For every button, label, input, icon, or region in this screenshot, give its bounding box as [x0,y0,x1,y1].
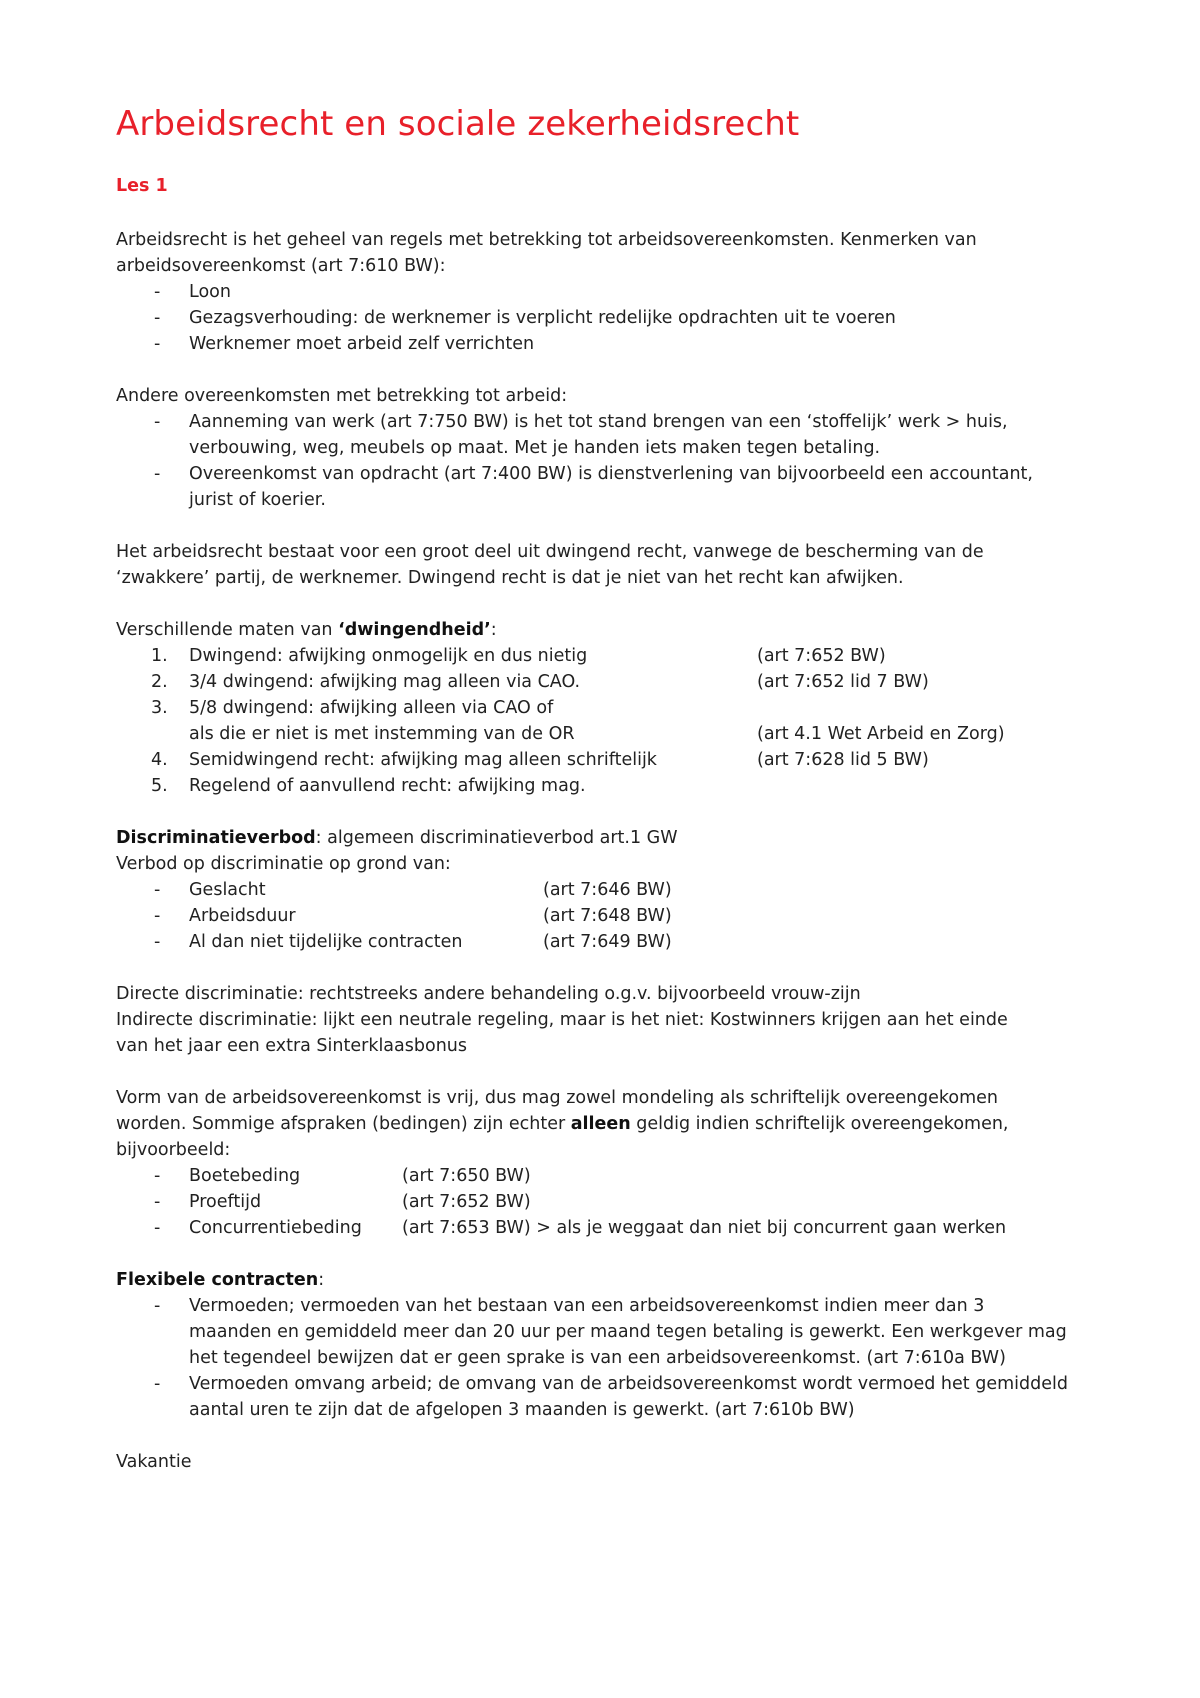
paragraph-line [116,618,497,642]
text-run: worden. Sommige afspraken (bedingen) zijn echter [116,1114,571,1134]
text-run: : algemeen discriminatieverbod art.1 GW [315,828,678,848]
bold-term: alleen [570,1114,631,1134]
article-reference: (art 7:650 BW) [402,1166,531,1186]
list-item: 5/8 dwingend: afwijking alleen via CAO of [189,698,554,718]
paragraph-line: ‘zwakkere’ partij, de werknemer. Dwingend recht is dat je niet van het recht kan afwijken. [116,568,904,588]
paragraph-line: Het arbeidsrecht bestaat voor een groot deel uit dwingend recht, vanwege de bescherming van de [116,542,984,562]
list-item: Vermoeden; vermoeden van het bestaan van een arbeidsovereenkomst indien meer dan 3 [189,1296,985,1316]
bold-term: Discriminatieverbod [116,828,316,848]
list-item-continuation: verbouwing, weg, meubels op maat. Met je handen iets maken tegen betaling. [189,438,881,458]
list-item-continuation: aantal uren te zijn dat de afgelopen 3 maanden is gewerkt. (art 7:610b BW) [189,1400,855,1420]
paragraph-line: Indirecte discriminatie: lijkt een neutrale regeling, maar is het niet: Kostwinners krijgen aan het einde [116,1010,1008,1030]
bullet-dash: - [154,932,161,952]
list-item: Vermoeden omvang arbeid; de omvang van de arbeidsovereenkomst wordt vermoed het gemiddeld [189,1374,1068,1394]
list-item: Boetebeding [189,1166,301,1186]
bullet-dash: - [154,1218,161,1238]
paragraph-line: van het jaar een extra Sinterklaasbonus [116,1036,467,1056]
bullet-dash: - [154,1166,161,1186]
text-run: : [318,1270,325,1290]
article-reference: (art 7:653 BW) > als je weggaat dan niet bij concurrent gaan werken [402,1218,1007,1238]
list-item: Overeenkomst van opdracht (art 7:400 BW) is dienstverlening van bijvoorbeeld een accountant, [189,464,1033,484]
bold-term: Flexibele contracten [116,1270,319,1290]
text-run: geldig indien schriftelijk overeengekomen, [630,1114,1009,1134]
list-item: Regelend of aanvullend recht: afwijking mag. [189,776,586,796]
bullet-dash: - [154,1296,161,1316]
bullet-dash: - [154,282,161,302]
list-item-continuation: als die er niet is met instemming van de OR [189,724,575,744]
paragraph-line: Arbeidsrecht is het geheel van regels met betrekking tot arbeidsovereenkomsten. Kenmerken van [116,230,977,250]
paragraph-line: Verbod op discriminatie op grond van: [116,854,451,874]
list-item: Proeftijd [189,1192,262,1212]
article-reference: (art 7:652 lid 7 BW) [757,672,929,692]
list-item: Loon [189,282,231,302]
list-item-continuation: maanden en gemiddeld meer dan 20 uur per maand tegen betaling is gewerkt. Een werkgever mag [189,1322,1067,1342]
paragraph-line: arbeidsovereenkomst (art 7:610 BW): [116,256,446,276]
list-number: 2. [151,672,168,692]
article-reference: (art 7:648 BW) [543,906,672,926]
list-item: Arbeidsduur [189,906,296,926]
list-number: 5. [151,776,168,796]
article-reference: (art 7:652 BW) [757,646,886,666]
list-number: 4. [151,750,168,770]
paragraph-line: Vakantie [116,1452,192,1472]
document-title: Arbeidsrecht en sociale zekerheidsrecht [116,104,800,144]
bullet-dash: - [154,308,161,328]
list-item-continuation: jurist of koerier. [189,490,326,510]
list-item: Geslacht [189,880,266,900]
list-item: 3/4 dwingend: afwijking mag alleen via CAO. [189,672,581,692]
bullet-dash: - [154,1374,161,1394]
list-item: Concurrentiebeding [189,1218,362,1238]
list-item-continuation: het tegendeel bewijzen dat er geen sprake is van een arbeidsovereenkomst. (art 7:610a BW) [189,1348,1006,1368]
list-item: Aanneming van werk (art 7:750 BW) is het tot stand brengen van een ‘stoffelijk’ werk > huis, [189,412,1008,432]
paragraph-line [116,1268,324,1292]
paragraph-line: Vorm van de arbeidsovereenkomst is vrij, dus mag zowel mondeling als schriftelijk overeengekomen [116,1088,998,1108]
list-item: Gezagsverhouding: de werknemer is verplicht redelijke opdrachten uit te voeren [189,308,896,328]
paragraph-line: Directe discriminatie: rechtstreeks andere behandeling o.g.v. bijvoorbeeld vrouw-zijn [116,984,861,1004]
list-number: 1. [151,646,168,666]
paragraph-line: bijvoorbeeld: [116,1140,231,1160]
bullet-dash: - [154,412,161,432]
paragraph-line: Andere overeenkomsten met betrekking tot arbeid: [116,386,568,406]
article-reference: (art 7:649 BW) [543,932,672,952]
bullet-dash: - [154,880,161,900]
article-reference: (art 7:646 BW) [543,880,672,900]
paragraph-line [116,1112,1009,1136]
article-reference: (art 7:628 lid 5 BW) [757,750,929,770]
bullet-dash: - [154,334,161,354]
bold-term: ‘dwingendheid’ [338,620,491,640]
bullet-dash: - [154,1192,161,1212]
text-run: Verschillende maten van [116,620,339,640]
bullet-dash: - [154,464,161,484]
list-item: Al dan niet tijdelijke contracten [189,932,463,952]
article-reference: (art 7:652 BW) [402,1192,531,1212]
list-number: 3. [151,698,168,718]
article-reference: (art 4.1 Wet Arbeid en Zorg) [757,724,1005,744]
bullet-dash: - [154,906,161,926]
paragraph-line [116,826,678,850]
section-subtitle: Les 1 [116,176,168,196]
list-item: Werknemer moet arbeid zelf verrichten [189,334,535,354]
list-item: Dwingend: afwijking onmogelijk en dus nietig [189,646,588,666]
text-run: : [490,620,497,640]
list-item: Semidwingend recht: afwijking mag alleen schriftelijk [189,750,657,770]
